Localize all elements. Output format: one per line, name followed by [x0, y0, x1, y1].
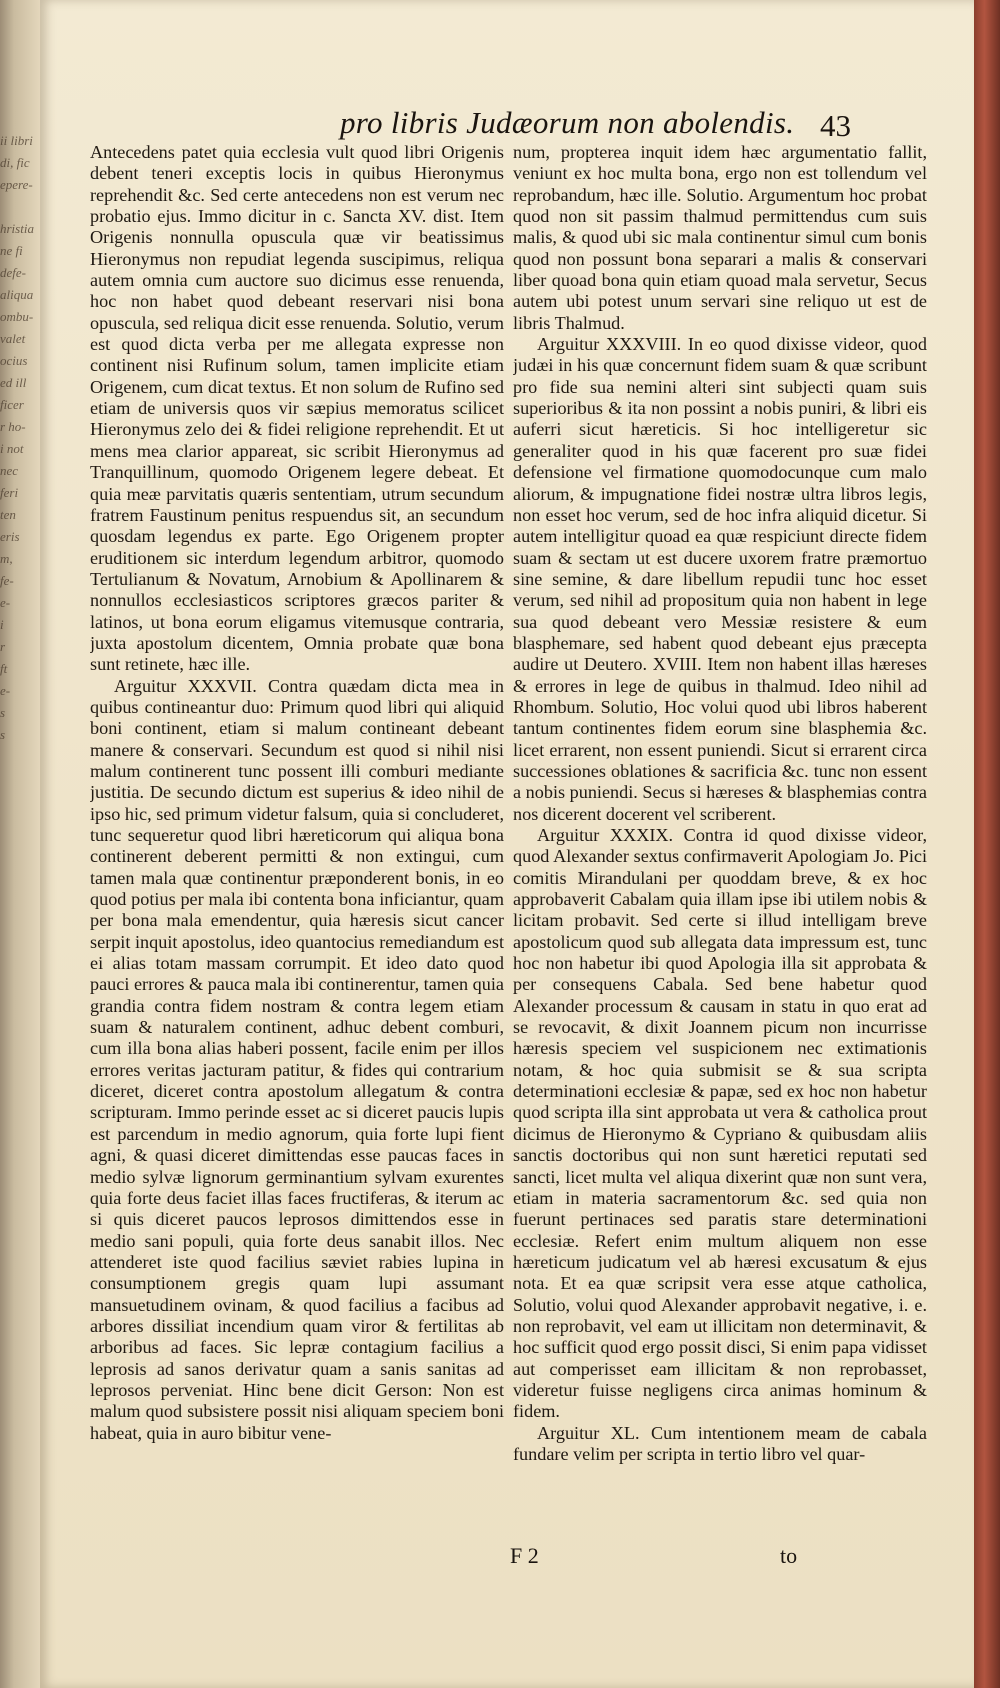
- margin-fragment: e-: [0, 595, 11, 610]
- page-edge: [974, 0, 1000, 1688]
- page-number: 43: [820, 108, 851, 143]
- paragraph: num, propterea inquit idem hæc argumentatio fallit, veniunt ex hoc multa bona, ergo non est tollendum vel reprobandum, hæc ille. Solutio. Argumentum hoc probat quod non sit passim thalmud permittendus cum suis malis, & quod ubi sic mala continentur simul cum bonis quod non possunt bona separari a malis & conservari liber quoad bona quin etiam quoad mala servetur, Secus autem ubi potest unum servari sine reliquo ut est de libris Thalmud.: [513, 142, 927, 333]
- margin-fragment: aliqua: [0, 287, 34, 302]
- margin-fragment: feri: [0, 485, 19, 500]
- margin-fragment: ficer: [0, 397, 24, 412]
- margin-fragment: ne fi: [0, 243, 23, 258]
- margin-fragment: nec: [0, 463, 19, 478]
- margin-fragment: e-: [0, 683, 11, 698]
- left-column: [90, 142, 504, 1557]
- margin-fragment: ed ill: [0, 375, 27, 390]
- margin-fragment: i: [0, 617, 4, 632]
- signature-mark: F 2: [510, 1543, 539, 1568]
- margin-fragment: defe-: [0, 265, 26, 280]
- page: [40, 0, 975, 1688]
- margin-fragment: hristia: [0, 221, 34, 236]
- margin-fragment: fe-: [0, 573, 14, 588]
- paragraph: Arguitur XXXIX. Contra id quod dixisse videor, quod Alexander sextus confirmaverit Apologiam Jo. Pici comitis Mirandulani per quoddam breve, & ex hoc approbaverit Cabalam quia illam ipse ibi utilem nobis & licitam probavit. Sed certe si illud intelligam breve apostolicum quod sub allegata data impressum est, tunc hoc non habetur ibi quod Apologia illa sit approbata & per consequens Cabala. Sed bene habetur quod Alexander processum & causam in statu in quo erat ad se revocavit, & dixit Joannem picum non incurrisse hæresis speciem vel suspicionem nec extimationis notam, & hoc quia submisit se & sua scripta determinationi ecclesiæ & papæ, sed ex hoc non habetur quod scripta illa sint approbata ut vera & catholica prout dicimus de Hieronymo & Cypriano & quibusdam aliis sanctis doctoribus qui non sunt hæretici reputati sed sancti, licet multa vel aliqua dixerint quæ non sunt vera, etiam in materia sacramentorum &c. sed quia non fuerunt pertinaces sed paratis stare determinationi ecclesiæ. Refert enim multum aliquem non esse hæreticum judicatum vel ab hæresi excusatum & ejus nota. Et ea quæ scripsit vera esse atque catholica, Solutio, volui quod Alexander approbavit negative, i. e. non reprobavit, vel eam ut illicitam non determinavit, & hoc sufficit quod ergo possit disci, Si enim papa vidisset aut comperisset eam illicitam & non reprobasset, videretur fuisse negligens circa animas hominum & fidem.: [513, 825, 927, 1422]
- margin-fragment: ten: [0, 507, 16, 522]
- margin-fragment: valet: [0, 331, 26, 346]
- paragraph: Arguitur XL. Cum intentionem meam de cabala fundare velim per scripta in tertio libro vel quar-: [513, 1422, 927, 1464]
- margin-fragment: [0, 196, 36, 218]
- margin-fragment: ft: [0, 661, 8, 676]
- margin-fragment: eris: [0, 529, 20, 544]
- margin-fragment: ocius: [0, 353, 28, 368]
- catchword: to: [780, 1543, 798, 1568]
- margin-fragment: r ho-: [0, 419, 26, 434]
- margin-fragment: s: [0, 727, 6, 742]
- margin-fragment: s: [0, 705, 6, 720]
- margin-fragment: i not: [0, 441, 24, 456]
- previous-page-margin-text: [0, 130, 36, 1590]
- margin-fragment: di, fic: [0, 155, 30, 170]
- margin-fragment: r: [0, 639, 6, 654]
- running-head: pro libris Judæorum non abolendis.: [340, 105, 795, 140]
- right-column: [513, 142, 927, 1557]
- margin-fragment: epere-: [0, 177, 33, 192]
- paragraph: Arguitur XXXVII. Contra quædam dicta mea in quibus contineantur duo: Primum quod libri qui aliquid boni continent, etiam si malum contineant debeant manere & conservari. Secundum est quod si nihil nisi malum continerent tunc possent illi comburi mediante justitia. De secundo dictum est superius & ideo nihil de ipso hic, sed primum videtur falsum, quia si concluderet, tunc sequeretur quod libri hæreticorum qui aliqua bona continerent deberent permitti & non extingui, cum tamen mala quæ continentur præponderent bonis, in eo quod potius per mala ibi contenta bona inficiantur, quam per bona mala emendentur, quia hæresis sicut cancer serpit inquit apostolus, ideo quantocius remediandum est ei alias totam massam corrumpit. Et ideo dato quod pauci errores & pauca mala ibi continerentur, tamen quia grandia contra fidem nostram & contra legem etiam suam & naturalem continent, adhuc debent comburi, cum illa bona alias haberi possent, facile enim per illos errores veritas jacturam patitur, & fides qui contrarium diceret, diceret contra apostolum allegatum & contra scripturam. Immo perinde esset ac si diceret paucis lupis est parcendum in medio agnorum, quia forte lupi fient agni, & quasi diceret dimittendas esse paucas faces in medio sylvæ lignorum germinantium sylvam exurentes quia forte deus faciet illas faces fructiferas, & iterum ac si quis diceret paucos leprosos dimittendos esse in medio sani populi, quia forte deus sanabit illos. Nec attenderet iste quod facilius sæviet rabies lupina in consumptionem gregis quam lupi assumant mansuetudinem ovinam, & quod facilius a facibus ad arbores dissiliat incendium quam viror & fertilitas ab arboribus ad faces. Sic lepræ contagium facilius a leprosis ad sanos derivatur quam a sanis sanitas ad leprosos perveniat. Hinc bene dicit Gerson: Non est malum quod subsistere possit nisi aliquam speciem boni habeat, quia in auro bibitur vene-: [90, 675, 504, 1443]
- margin-fragment: ombu-: [0, 309, 34, 324]
- paragraph: Antecedens patet quia ecclesia vult quod libri Origenis debent teneri exceptis locis in quibus Hieronymus reprehendit &c. Sed certe antecedens non est verum nec probatio ejus. Immo dicitur in c. Sancta XV. dist. Item Origenis nonnulla opuscula quæ vir beatissimus Hieronymus non repudiat legenda suscipimus, reliqua autem omnia cum auctore suo dicimus esse renuenda, hoc non habet quod debeant reservari nisi bona opuscula, sed reliqua dicit esse renuenda. Solutio, verum est quod dicta verba per me allegata expresse non continent nisi Rufinum solum, tamen implicite etiam Origenem, cum dicat textus. Et non solum de Rufino sed etiam de universis quos vir sæpius memoratus scilicet Hieronymus zelo dei & fidei religione reprehendit. Et ut mens mea clarior appareat, sic scribit Hieronymus ad Tranquillinum, quomodo Origenem legere debeat. Et quia meæ parvitatis quæris sententiam, utrum secundum fratrem Faustinum penitus respuendus sit, an secundum quosdam legendus ex parte. Ego Origenem propter eruditionem sic interdum legendum arbitror, quomodo Tertulianum & Novatum, Arnobium & Apollinarem & nonnullos ecclesiasticos scriptores græcos pariter & latinos, ut bona eorum eligamus vitemusque contraria, juxta apostolum dicentem, Omnia probate quæ bona sunt retinete, hæc ille.: [90, 142, 504, 675]
- paragraph: Arguitur XXXVIII. In eo quod dixisse videor, quod judæi in his quæ concernunt fidem suam & quæ scribunt pro fide sua nemini alteri sint subjecti quam suis superioribus & ita non possint a nobis puniri, & libri eis auferri sicut hæreticis. Si hoc intelligeretur sic generaliter quod in his quæ facerent pro suæ fidei defensione vel firmatione quomodocunque cum malo aliorum, & impugnatione fidei nostræ ultra libros legis, non esset hoc verum, sed de hoc infra aliquid dicetur. Si autem intelligitur quoad ea quæ respiciunt directe fidem suam & sectam ut est ducere uxorem fratre præmortuo sine semine, & dare libellum repudii tunc hoc esset verum, sed nihil ad propositum quia non habent in lege sua quod debeant vero Messiæ resistere & eum blasphemare, sed habent quod debeant ejus præcepta audire ut Deutero. XVIII. Item non habent illas hæreses & errores in lege de quibus in thalmud. Ideo nihil ad Rhombum. Solutio, Hoc volui quod ubi libros haberent tantum continentes fidem eorum sine blasphemia &c. licet errarent, non essent puniendi. Sicut si errarent circa successiones oblationes & sacrificia &c. tunc non essent a nobis puniendi. Secus si hæreses & blasphemias contra nos dicerent docerent vel scriberent.: [513, 334, 927, 824]
- margin-fragment: ii libri: [0, 133, 33, 148]
- margin-fragment: m,: [0, 551, 13, 566]
